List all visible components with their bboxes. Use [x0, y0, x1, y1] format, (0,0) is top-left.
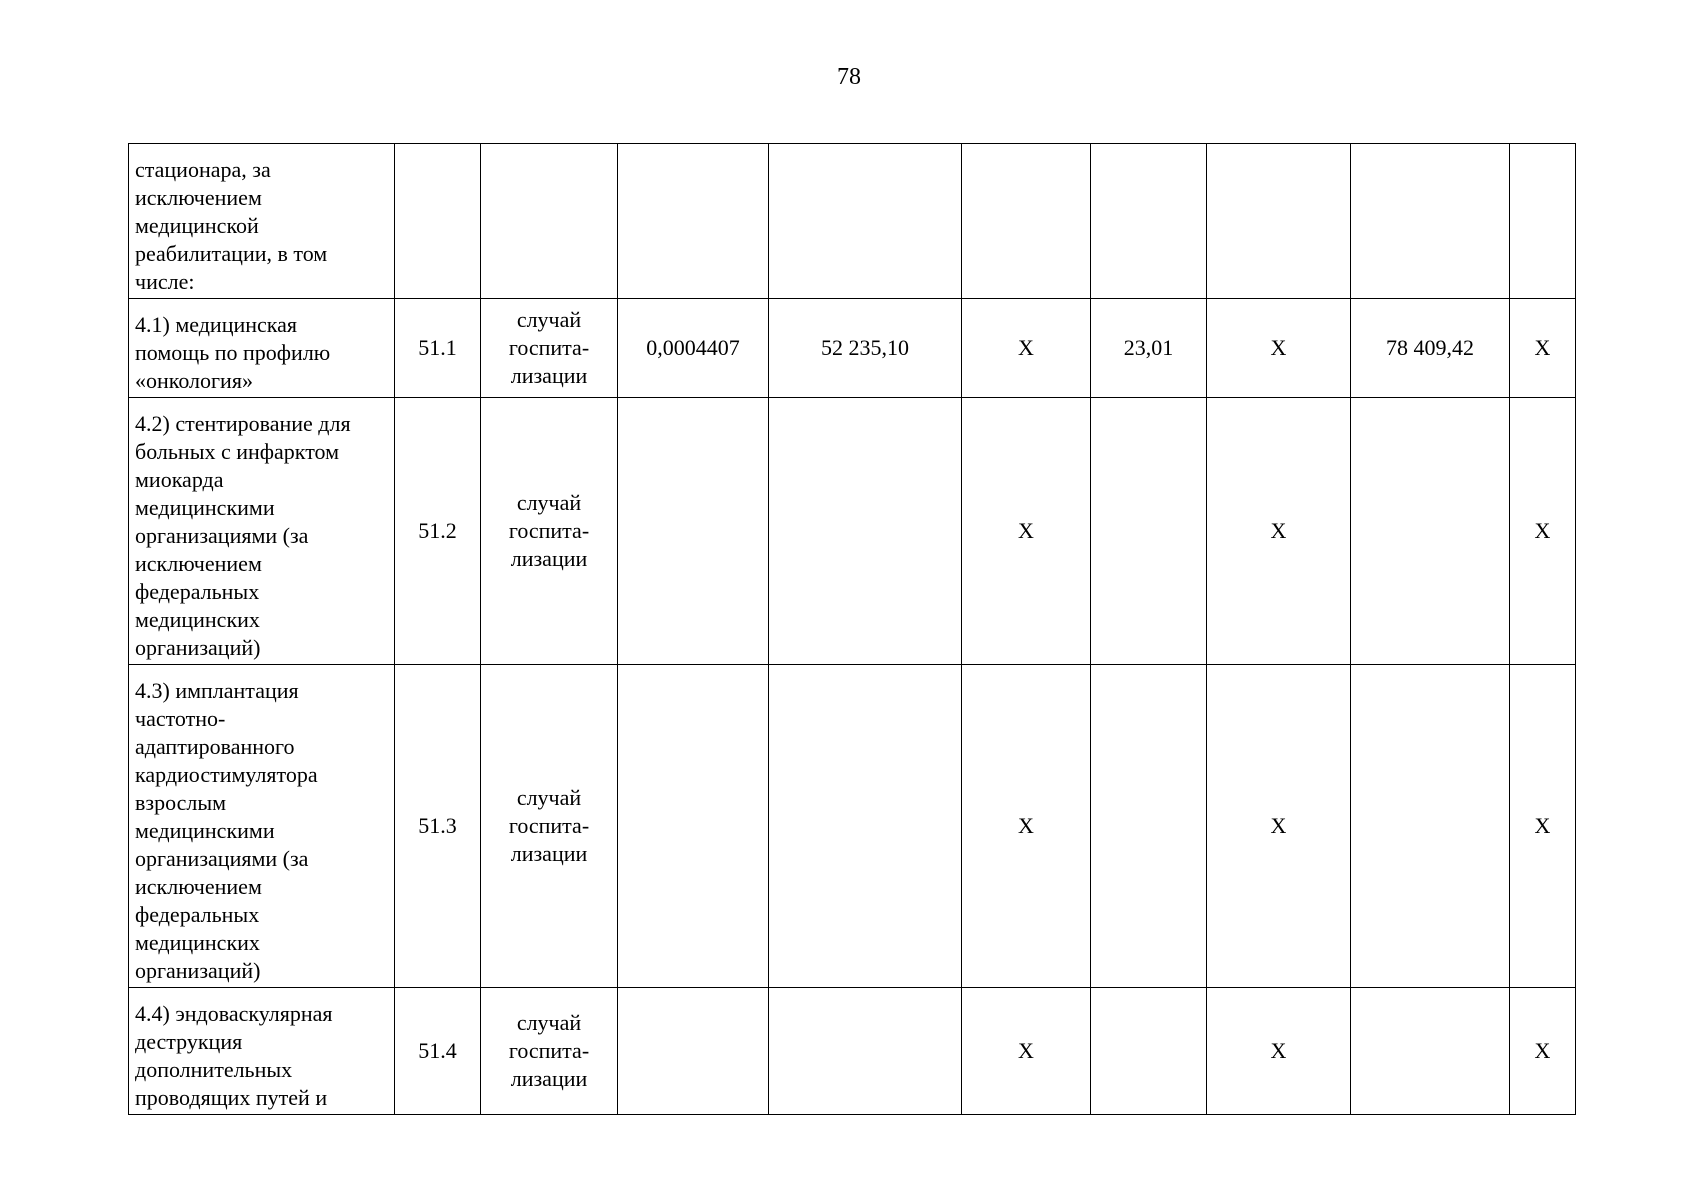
row-value-cell: X — [1510, 988, 1576, 1115]
page-number: 78 — [837, 64, 861, 90]
row-value-cell: 52 235,10 — [769, 299, 962, 398]
row-value-cell — [618, 988, 769, 1115]
row-code-cell: 51.3 — [395, 665, 481, 988]
row-unit-cell: случай госпита- лизации — [481, 665, 618, 988]
row-value-cell: 0,0004407 — [618, 299, 769, 398]
table-row — [129, 398, 1576, 665]
data-table — [128, 143, 1576, 1115]
row-name-cell: стационара, за исключением медицинской реабилитации, в том числе: — [129, 144, 395, 299]
row-value-cell — [1091, 398, 1207, 665]
row-value-cell — [769, 988, 962, 1115]
row-value-cell — [618, 665, 769, 988]
row-name-cell: 4.4) эндоваскулярная деструкция дополнительных проводящих путей и — [129, 988, 395, 1115]
row-name-cell: 4.3) имплантация частотно- адаптированного кардиостимулятора взрослым медицинскими организациями (за исключением федеральных медицинских организаций) — [129, 665, 395, 988]
row-value-cell — [769, 665, 962, 988]
row-value-cell — [769, 144, 962, 299]
row-value-cell: 23,01 — [1091, 299, 1207, 398]
table-row — [129, 665, 1576, 988]
row-unit-cell: случай госпита- лизации — [481, 299, 618, 398]
row-value-cell — [962, 144, 1091, 299]
row-value-cell: X — [1207, 988, 1351, 1115]
row-value-cell: X — [1510, 398, 1576, 665]
row-value-cell — [618, 144, 769, 299]
row-value-cell — [1091, 665, 1207, 988]
row-value-cell: X — [1207, 299, 1351, 398]
row-code-cell: 51.2 — [395, 398, 481, 665]
row-code-cell: 51.4 — [395, 988, 481, 1115]
row-value-cell — [1510, 144, 1576, 299]
row-unit-cell: случай госпита- лизации — [481, 988, 618, 1115]
row-unit-cell — [481, 144, 618, 299]
row-value-cell: X — [962, 665, 1091, 988]
row-code-cell — [395, 144, 481, 299]
table-row — [129, 299, 1576, 398]
row-value-cell — [1351, 665, 1510, 988]
row-value-cell — [1351, 398, 1510, 665]
table-row — [129, 144, 1576, 299]
row-name-cell: 4.2) стентирование для больных с инфарктом миокарда медицинскими организациями (за исключением федеральных медицинских организаций) — [129, 398, 395, 665]
row-value-cell — [1091, 144, 1207, 299]
row-value-cell — [1091, 988, 1207, 1115]
row-value-cell: X — [962, 398, 1091, 665]
row-value-cell — [1207, 144, 1351, 299]
table-row — [129, 988, 1576, 1115]
row-value-cell — [1351, 988, 1510, 1115]
row-name-cell: 4.1) медицинская помощь по профилю «онкология» — [129, 299, 395, 398]
row-value-cell — [618, 398, 769, 665]
row-value-cell — [1351, 144, 1510, 299]
row-code-cell: 51.1 — [395, 299, 481, 398]
row-value-cell: 78 409,42 — [1351, 299, 1510, 398]
row-value-cell — [769, 398, 962, 665]
row-value-cell: X — [1510, 665, 1576, 988]
row-unit-cell: случай госпита- лизации — [481, 398, 618, 665]
row-value-cell: X — [1207, 665, 1351, 988]
row-value-cell: X — [962, 988, 1091, 1115]
row-value-cell: X — [1510, 299, 1576, 398]
row-value-cell: X — [1207, 398, 1351, 665]
row-value-cell: X — [962, 299, 1091, 398]
